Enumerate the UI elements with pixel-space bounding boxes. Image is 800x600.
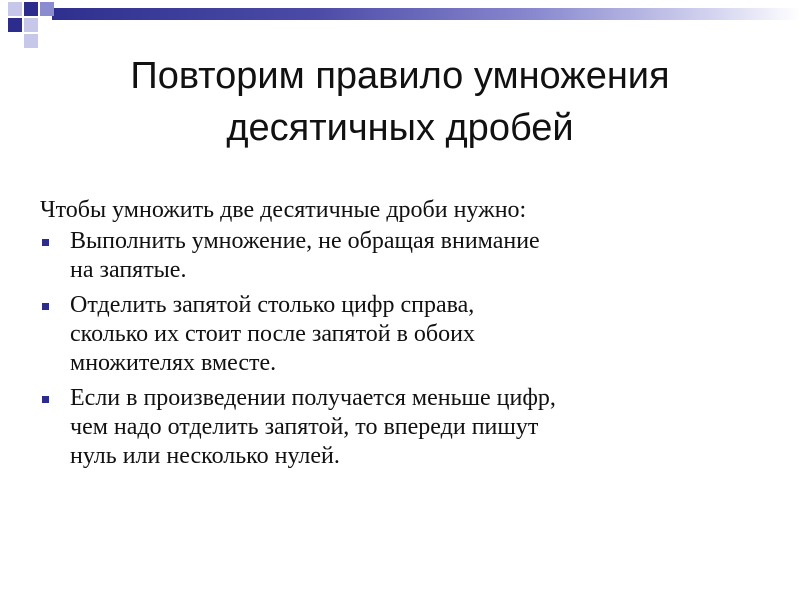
bullet-line: множителях вместе. xyxy=(70,350,277,376)
slide-body xyxy=(40,196,740,477)
list-item xyxy=(40,291,740,378)
bullet-line: Выполнить умножение, не обращая внимание xyxy=(70,228,540,254)
list-item xyxy=(40,384,740,471)
bullet-line: нуль или несколько нулей. xyxy=(70,443,340,469)
square-bullet-icon xyxy=(42,396,49,403)
title-line: Повторим правило умножения xyxy=(130,55,670,97)
title-line: десятичных дробей xyxy=(226,107,574,149)
decor-square-icon xyxy=(40,2,54,16)
decor-square-icon xyxy=(24,34,38,48)
bullet-list xyxy=(40,227,740,471)
bullet-line: Если в произведении получается меньше цифр, xyxy=(70,385,556,411)
decor-square-icon xyxy=(24,18,38,32)
slide-title xyxy=(40,50,760,154)
bullet-line: сколько их стоит после запятой в обоих xyxy=(70,321,475,347)
bullet-line: чем надо отделить запятой, то впереди пишут xyxy=(70,414,539,440)
bullet-line: Отделить запятой столько цифр справа, xyxy=(70,292,475,318)
list-item xyxy=(40,227,740,285)
square-bullet-icon xyxy=(42,303,49,310)
bullet-line: на запятые. xyxy=(70,257,187,283)
intro-text: Чтобы умножить две десятичные дроби нужно: xyxy=(40,197,527,223)
header-gradient-bar xyxy=(52,8,800,20)
square-bullet-icon xyxy=(42,239,49,246)
decor-square-icon xyxy=(24,2,38,16)
decor-square-icon xyxy=(8,18,22,32)
decor-square-icon xyxy=(8,2,22,16)
